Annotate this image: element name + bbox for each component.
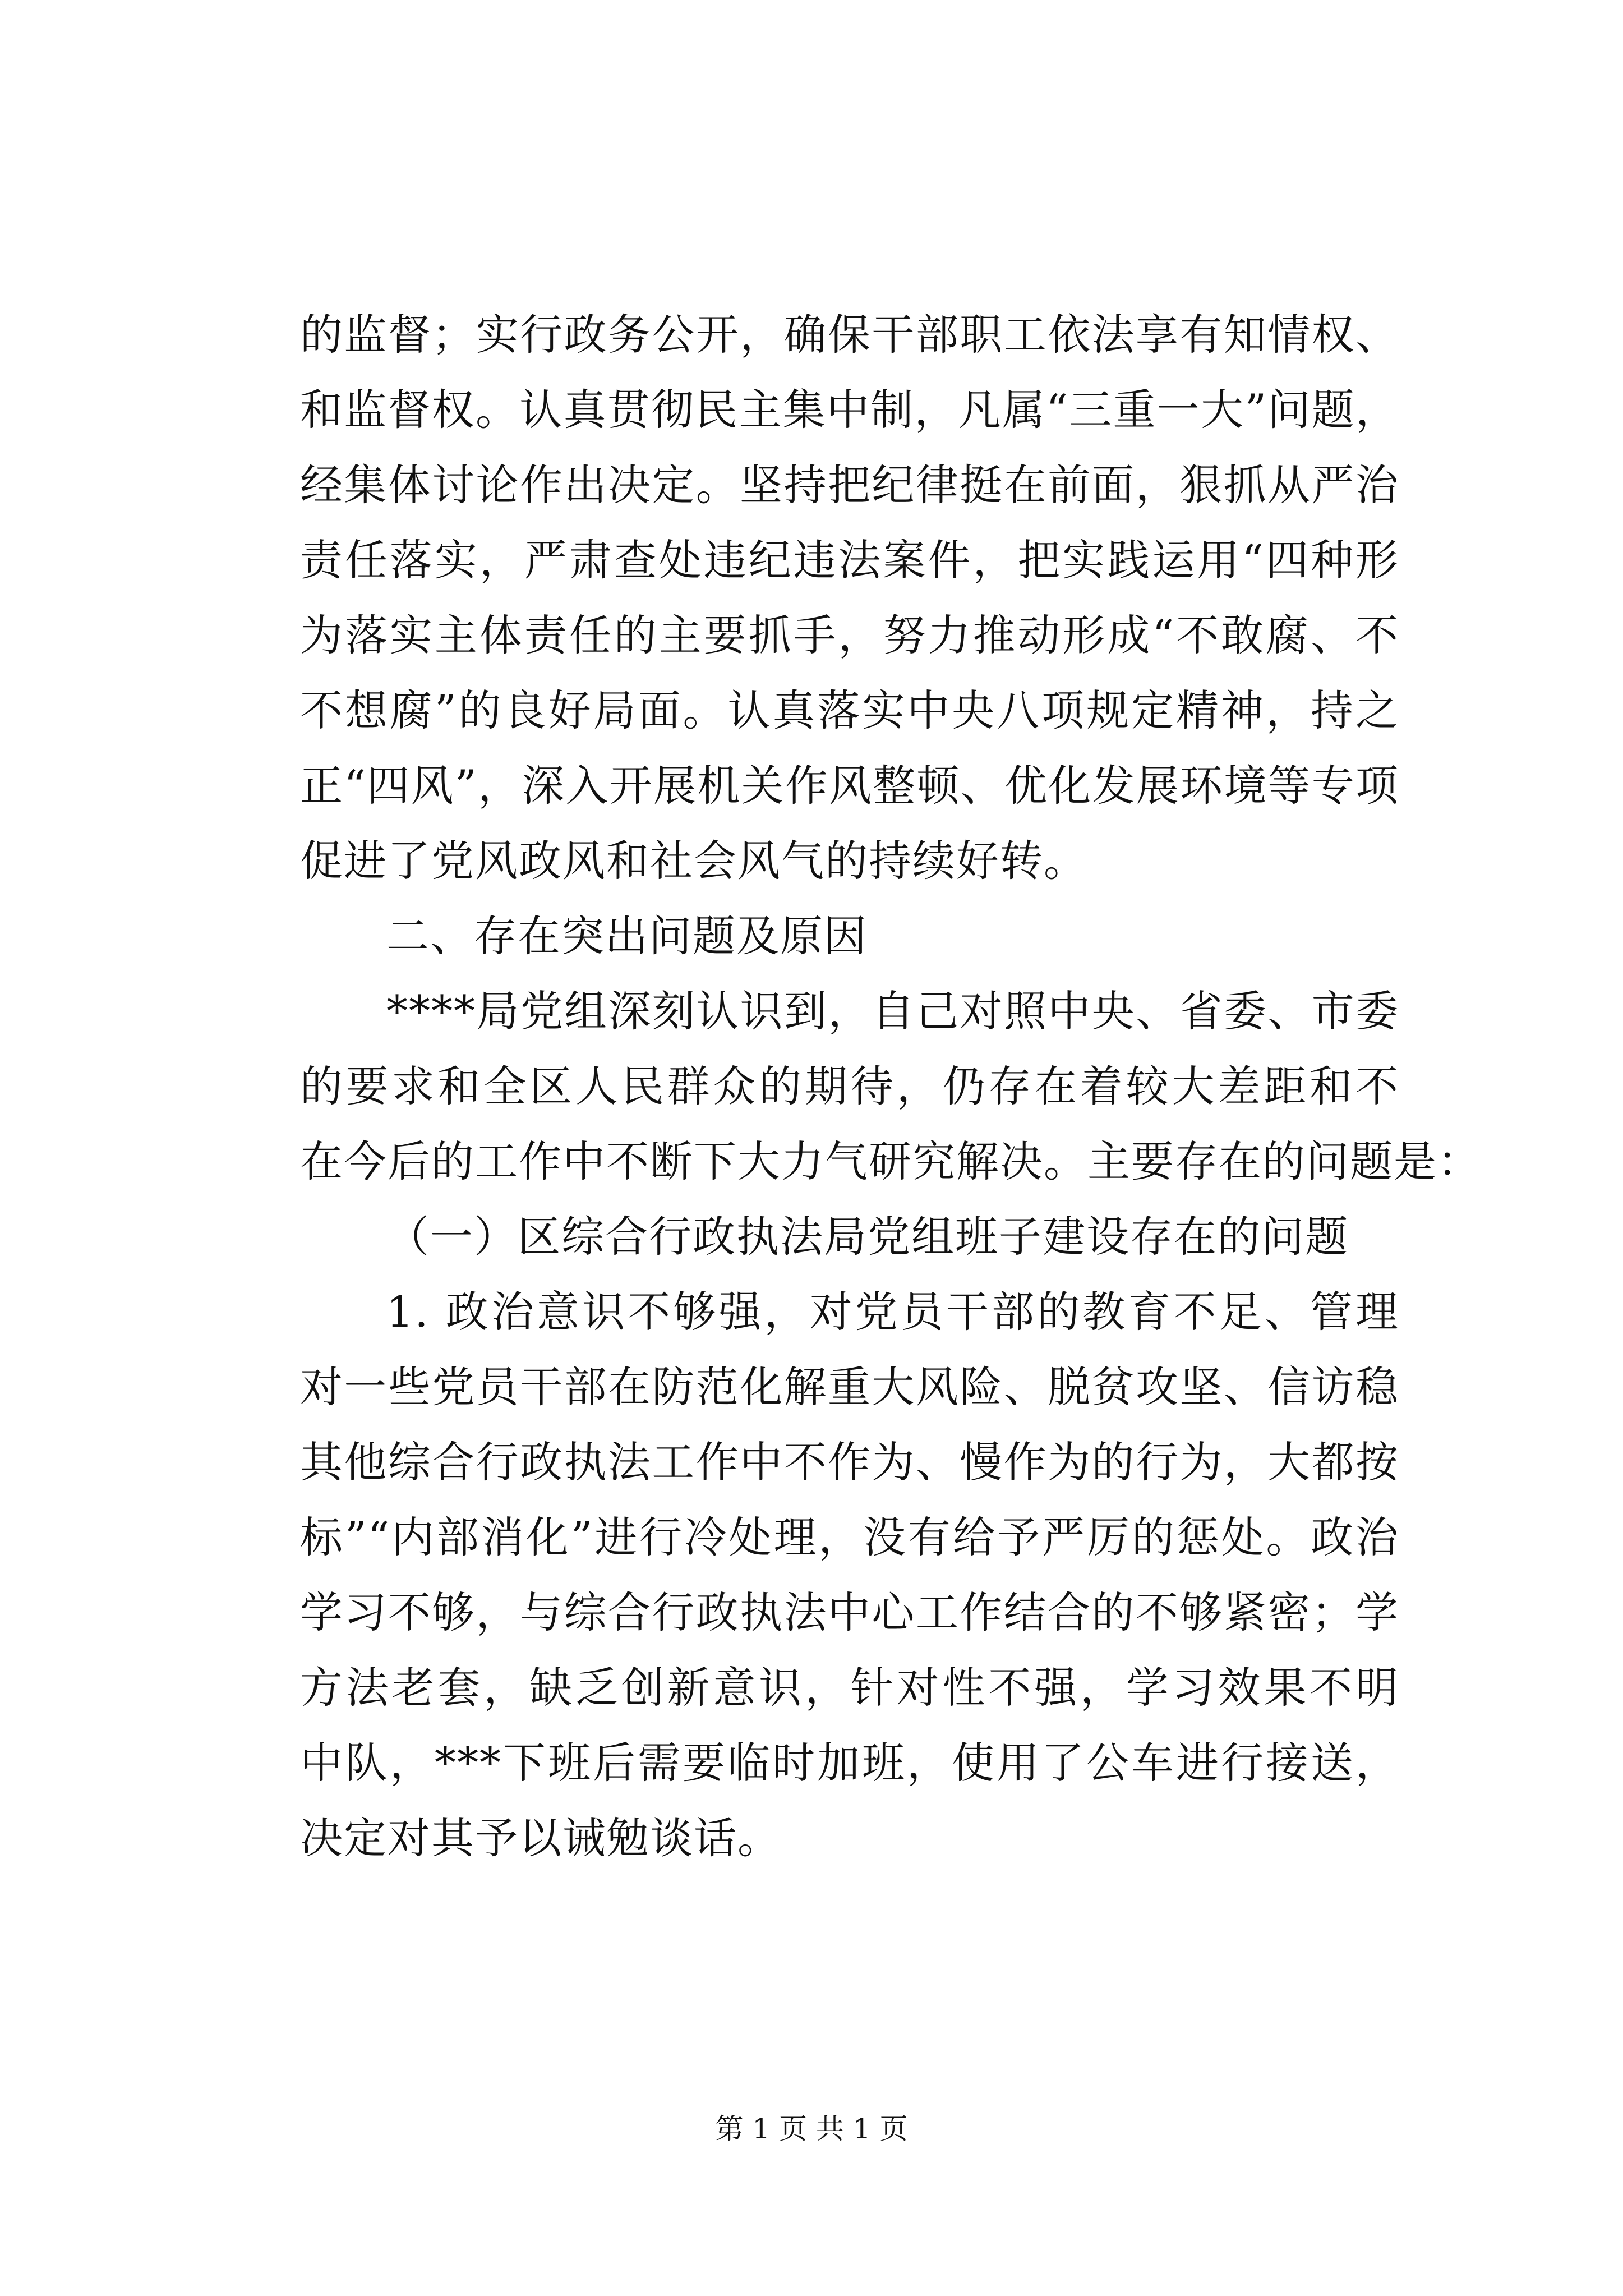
page-footer: 第 1 页 共 1 页	[715, 2113, 908, 2145]
text-line: 在今后的工作中不断下大力气研究解决。主要存在的问题是：	[300, 1137, 1481, 1186]
text-line: 不想腐”的良好局面。认真落实中央八项规定精神，持之	[300, 685, 1399, 735]
text-line: 学习不够，与综合行政执法中心工作结合的不够紧密；学	[300, 1588, 1399, 1637]
text-line: ****局党组深刻认识到，自己对照中央、省委、市委	[386, 986, 1399, 1036]
document-body	[300, 297, 1481, 1876]
text-line: 的要求和全区人民群众的期待，仍存在着较大差距和不	[300, 1061, 1399, 1111]
text-line: 责任落实，严肃查处违纪违法案件，把实践运用“四种形	[300, 535, 1399, 585]
text-line: 促进了党风政风和社会风气的持续好转。	[300, 836, 1087, 886]
text-line: 标”“内部消化”进行冷处理，没有给予严厉的惩处。政治	[300, 1512, 1399, 1562]
text-line: 的监督；实行政务公开，确保干部职工依法享有知情权、	[300, 310, 1399, 360]
text-line: 决定对其予以诫勉谈话。	[300, 1813, 781, 1863]
text-line: 1. 政治意识不够强，对党员干部的教育不足、管理	[386, 1287, 1399, 1337]
text-line: 其他综合行政执法工作中不作为、慢作为的行为，大都按	[300, 1437, 1399, 1487]
text-line: 经集体讨论作出决定。坚持把纪律挺在前面，狠抓从严治	[300, 460, 1399, 510]
text-line: 方法老套，缺乏创新意识，针对性不强，学习效果不明	[300, 1663, 1399, 1713]
text-line: 中队，***下班后需要临时加班，使用了公车进行接送，	[300, 1738, 1399, 1788]
text-line: 正“四风”，深入开展机关作风整顿、优化发展环境等专项	[300, 761, 1399, 811]
text-line: 为落实主体责任的主要抓手，努力推动形成“不敢腐、不	[300, 610, 1399, 660]
text-line: 和监督权。认真贯彻民主集中制，凡属“三重一大”问题，	[300, 385, 1399, 435]
text-line: 二、存在突出问题及原因	[386, 911, 868, 961]
text-line: （一）区综合行政执法局党组班子建设存在的问题	[386, 1212, 1349, 1262]
text-line: 对一些党员干部在防范化解重大风险、脱贫攻坚、信访稳	[300, 1362, 1399, 1412]
